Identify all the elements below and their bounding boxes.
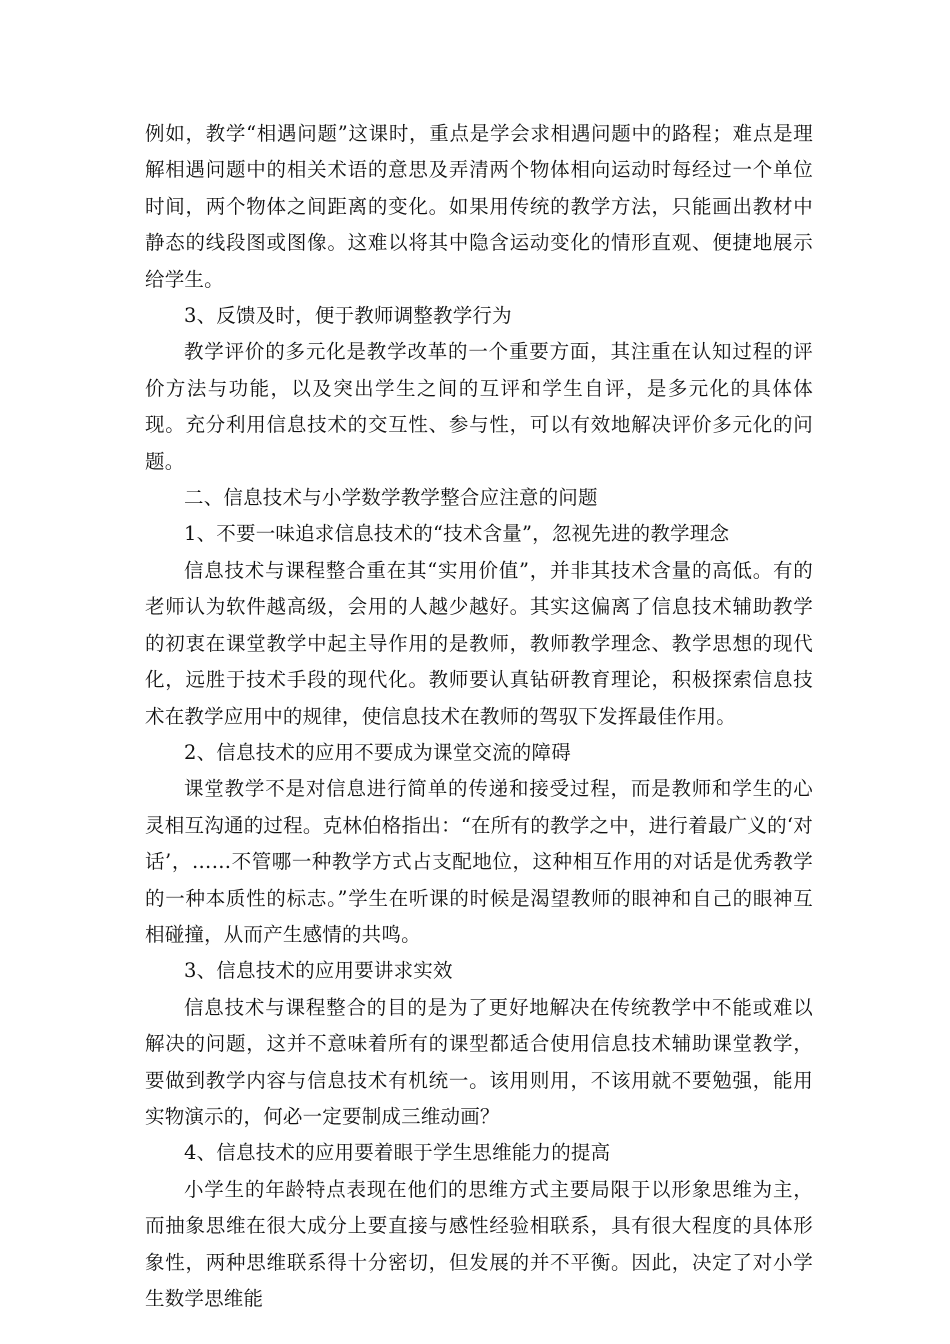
document-page [145, 116, 813, 1317]
paragraph-evaluation: 教学评价的多元化是教学改革的一个重要方面，其注重在认知过程的评价方法与功能，以及突出学生之间的互评和学生自评，是多元化的具体体现。充分利用信息技术的交互性、参与性，可以有效地解决评价多元化的问题。 [145, 340, 813, 473]
heading-item-2: 2、信息技术的应用不要成为课堂交流的障碍 [184, 740, 571, 764]
heading-feedback-timely: 3、反馈及时，便于教师调整教学行为 [184, 304, 512, 328]
heading-item-4: 4、信息技术的应用要着眼于学生思维能力的提高 [184, 1141, 611, 1165]
paragraph-item-4: 小学生的年龄特点表现在他们的思维方式主要局限于以形象思维为主，而抽象思维在很大成分上要直接与感性经验相联系，具有很大程度的具体形象性，两种思维联系得十分密切，但发展的并不平衡。因此，决定了对小学生数学思维能 [145, 1177, 813, 1310]
heading-item-1: 1、不要一味追求信息技术的“技术含量”，忽视先进的教学理念 [184, 522, 730, 546]
paragraph-item-3: 信息技术与课程整合的目的是为了更好地解决在传统教学中不能或难以解决的问题，这并不意味着所有的课型都适合使用信息技术辅助课堂教学，要做到教学内容与信息技术有机统一。该用则用，不该用就不要勉强，能用实物演示的，何必一定要制成三维动画？ [145, 995, 813, 1128]
paragraph-item-2: 课堂教学不是对信息进行简单的传递和接受过程，而是教师和学生的心灵相互沟通的过程。克林伯格指出：“在所有的教学之中，进行着最广义的‘对话’，……不管哪一种教学方式占支配地位，这种相互作用的对话是优秀教学的一种本质性的标志。”学生在听课的时候是渴望教师的眼神和自己的眼神互相碰撞，从而产生感情的共鸣。 [145, 777, 813, 946]
paragraph-continuation: 例如，教学“相遇问题”这课时，重点是学会求相遇问题中的路程；难点是理解相遇问题中的相关术语的意思及弄清两个物体相向运动时每经过一个单位时间，两个物体之间距离的变化。如果用传统的教学方法，只能画出教材中静态的线段图或图像。这难以将其中隐含运动变化的情形直观、便捷地展示给学生。 [145, 122, 813, 291]
heading-item-3: 3、信息技术的应用要讲求实效 [184, 959, 453, 983]
paragraph-item-1: 信息技术与课程整合重在其“实用价值”，并非其技术含量的高低。有的老师认为软件越高级，会用的人越少越好。其实这偏离了信息技术辅助教学的初衷在课堂教学中起主导作用的是教师，教师教学理念、教学思想的现代化，远胜于技术手段的现代化。教师要认真钻研教育理论，积极探索信息技术在教学应用中的规律，使信息技术在教师的驾驭下发挥最佳作用。 [145, 558, 813, 728]
section-heading-two: 二、信息技术与小学数学教学整合应注意的问题 [184, 486, 598, 510]
